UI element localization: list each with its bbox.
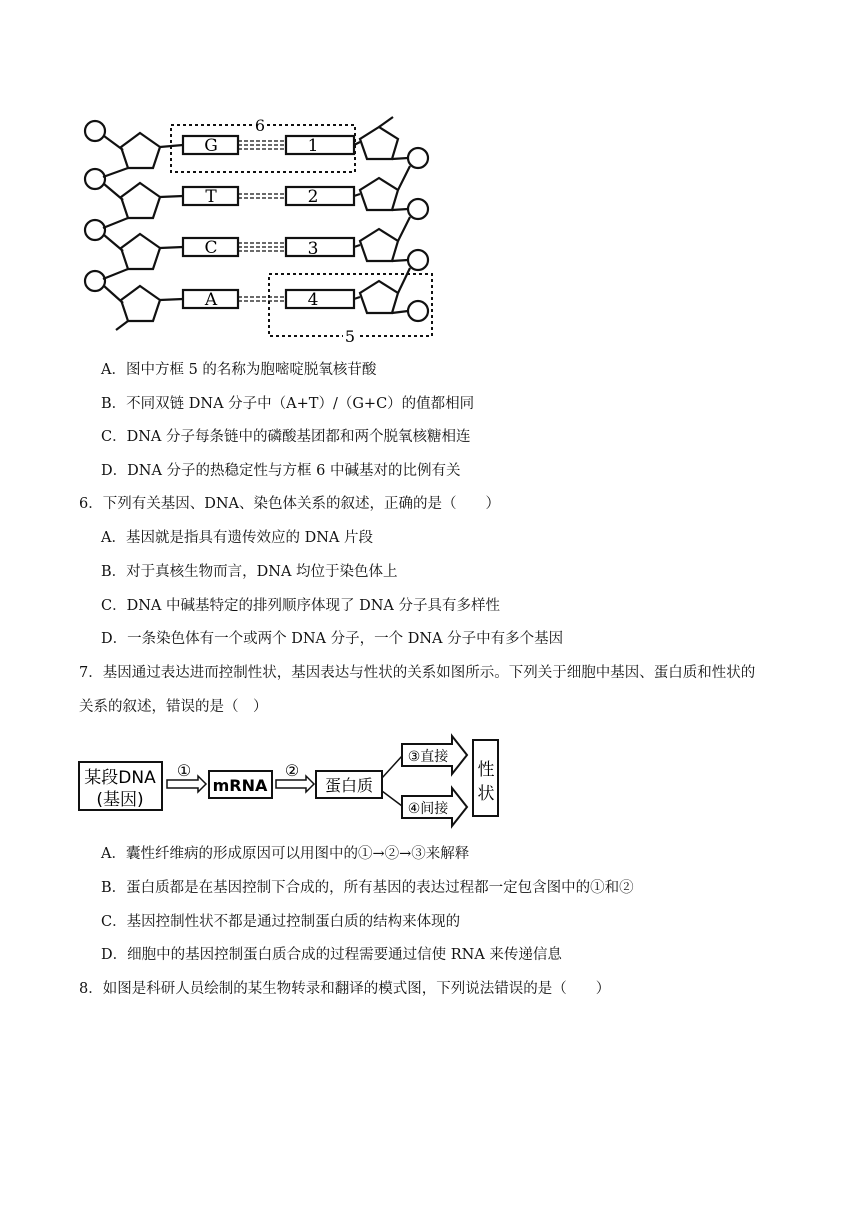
flow-step-2: ② (284, 761, 300, 780)
right-base-4: 4 (307, 290, 319, 310)
left-base-3: C (204, 238, 218, 258)
right-base-3: 3 (307, 239, 319, 259)
flow-direct-label: ③直接 (407, 749, 449, 765)
q7-option-d: D．细胞中的基因控制蛋白质合成的过程需要通过信使 RNA 来传递信息 (101, 947, 562, 963)
q5-option-c: C．DNA 分子每条链中的磷酸基团都和两个脱氧核糖相连 (101, 429, 471, 445)
q7-stem-line2: 关系的叙述，错误的是（ ） (79, 699, 268, 715)
q7-option-c: C．基因控制性状不都是通过控制蛋白质的结构来体现的 (101, 914, 461, 930)
left-base-2: T (205, 187, 217, 207)
q5-option-d: D．DNA 分子的热稳定性与方框 6 中碱基对的比例有关 (101, 463, 461, 479)
flow-indirect-label: ④间接 (407, 801, 449, 817)
q7-stem-line1: 7．基因通过表达进而控制性状，基因表达与性状的关系如图所示。下列关于细胞中基因、蛋白质和性状的 (79, 665, 756, 681)
q6-option-a: A．基因就是指具有遗传效应的 DNA 片段 (101, 530, 373, 546)
gene-expression-flow-figure (0, 730, 860, 830)
q7-option-b: B．蛋白质都是在基因控制下合成的，所有基因的表达过程都一定包含图中的①和② (101, 880, 634, 896)
q7-option-a: A．囊性纤维病的形成原因可以用图中的①→②→③来解释 (101, 846, 470, 862)
q6-option-d: D．一条染色体有一个或两个 DNA 分子，一个 DNA 分子中有多个基因 (101, 631, 564, 647)
flow-protein-label: 蛋白质 (324, 776, 374, 795)
right-base-1: 1 (307, 136, 319, 156)
flow-trait-label-2: 状 (477, 784, 495, 804)
q5-option-b: B．不同双链 DNA 分子中（A+T）/（G+C）的值都相同 (101, 396, 475, 412)
q6-option-b: B．对于真核生物而言，DNA 均位于染色体上 (101, 564, 398, 580)
q8-stem: 8．如图是科研人员绘制的某生物转录和翻译的模式图，下列说法错误的是（ ） (79, 981, 611, 997)
q5-option-a: A．图中方框 5 的名称为胞嘧啶脱氧核苷酸 (101, 362, 377, 378)
q6-stem: 6．下列有关基因、DNA、染色体关系的叙述，正确的是（ ） (79, 496, 501, 512)
box-5-label: 5 (344, 327, 356, 346)
flow-mrna-label: mRNA (212, 776, 268, 795)
dna-structure-figure (0, 0, 860, 350)
box-6-label: 6 (254, 116, 266, 135)
flow-step-1: ① (176, 761, 192, 780)
flow-trait-label-1: 性 (477, 760, 495, 780)
q6-option-c: C．DNA 中碱基特定的排列顺序体现了 DNA 分子具有多样性 (101, 598, 500, 614)
flow-gene-label: (基因) (96, 790, 144, 810)
right-base-2: 2 (307, 187, 319, 207)
left-base-4: A (204, 290, 218, 310)
left-base-1: G (204, 136, 218, 156)
flow-dna-label: 某段DNA (84, 768, 156, 788)
